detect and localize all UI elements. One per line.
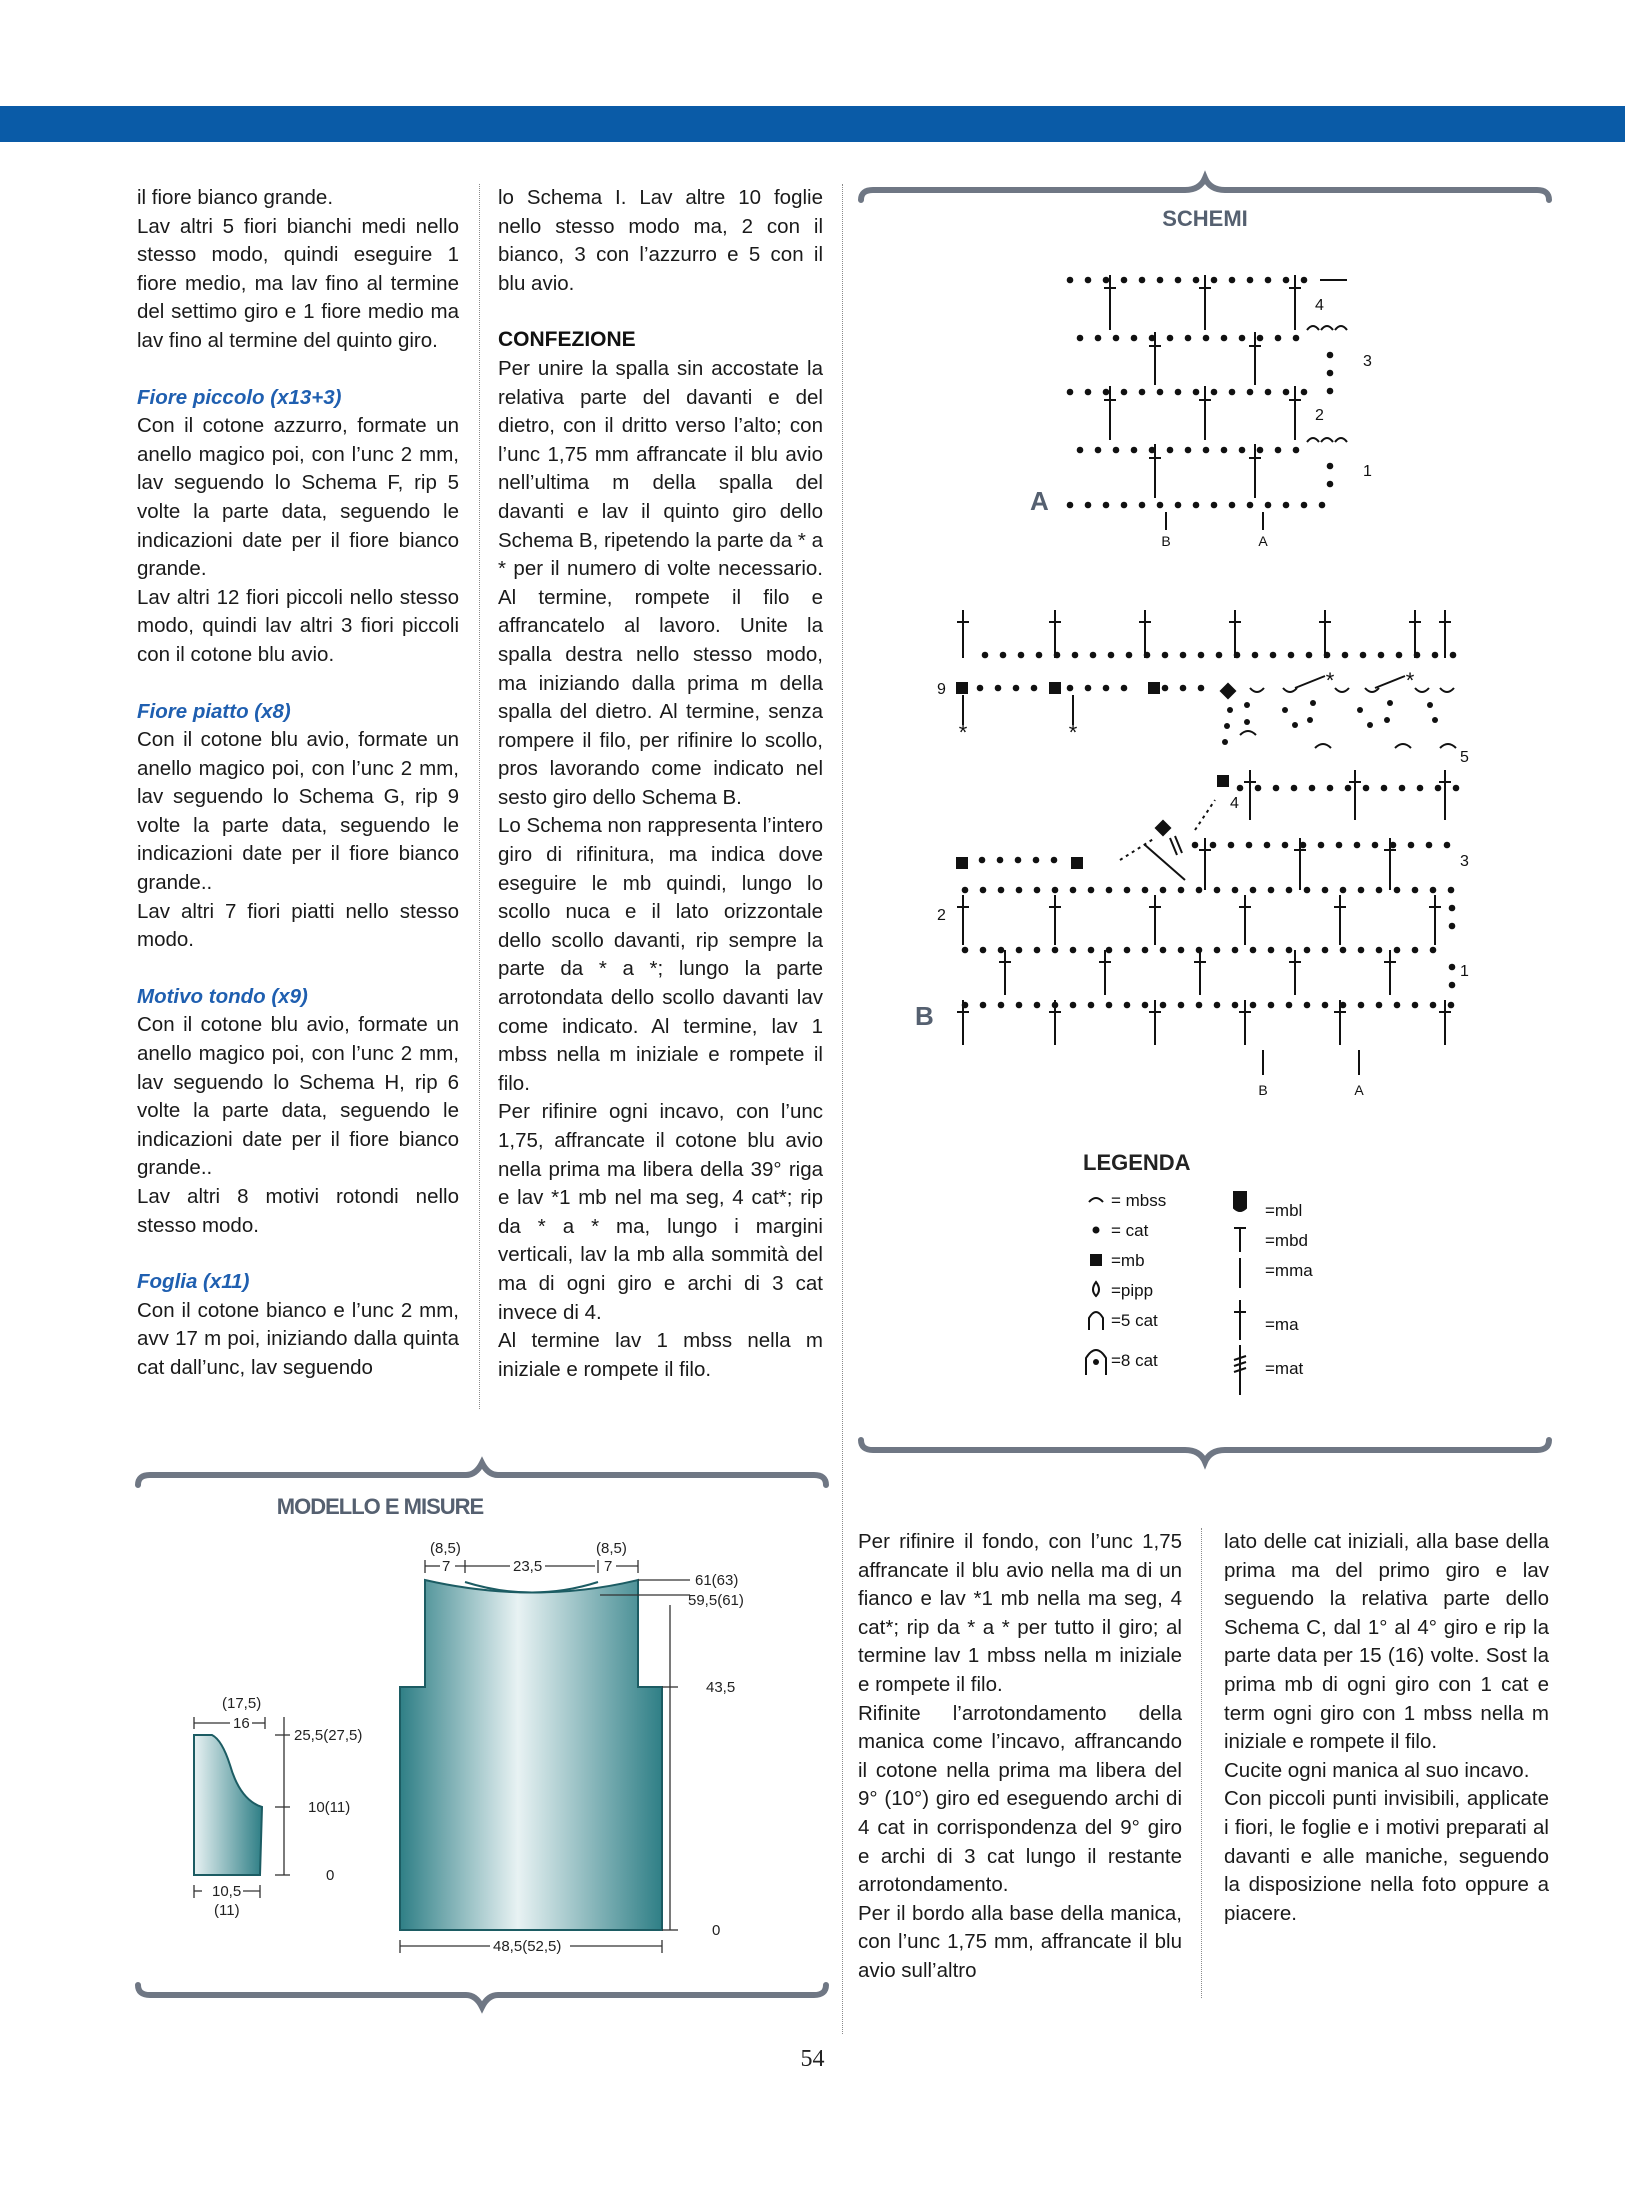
dim-label: 0	[326, 1867, 335, 1884]
diagram-a-letter: A	[1030, 486, 1049, 516]
dim-label: 23,5	[513, 1558, 543, 1575]
diagram-b-letter: B	[915, 1001, 934, 1031]
paragraph: Per rifinire ogni incavo, con l’unc 1,75, affrancate il cotone blu avio nella prima ma libera della 39° riga e lav *1 mb nel ma seg, 4 cat*; rip da * a * ma, lungo i margini verticali, lav la mb alla sommità del ma di ogni giro e archi di 3 cat invece di 4.	[498, 1100, 823, 1324]
legend-title: LEGENDA	[1083, 1150, 1191, 1175]
section-heading-foglia: Foglia (x11)	[137, 1270, 250, 1294]
paragraph: lato delle cat iniziali, alla base della prima ma del primo giro e lav seguendo la relativa parte dello Schema C, dal 1° al 4° giro e rip la parte data per 15 (16) volte. Sost la prima mb di ogni giro con 1 cat e term ogni giro con 1 mbss nella m iniziale e rompete il filo.	[1224, 1530, 1549, 1754]
dim-label: 10,5	[212, 1883, 242, 1900]
row-label: 4	[1230, 795, 1239, 812]
paragraph: Con il cotone blu avio, formate un anello magico poi, con l’unc 2 mm, lav seguendo lo Schema G, rip 9 volte la parte data, seguendo le indicazioni date per il fiore bianco grande..	[137, 728, 459, 895]
row-label: 9	[937, 681, 946, 698]
mark-label: B	[1258, 1082, 1268, 1098]
dim-label: 25,5(27,5)	[294, 1727, 363, 1744]
legend-label: =mb	[1111, 1251, 1145, 1270]
legend-label: =8 cat	[1111, 1351, 1158, 1370]
diagram-b	[915, 610, 1469, 1098]
dim-label: (11)	[214, 1902, 240, 1919]
body-garment	[400, 1580, 662, 1930]
row-label: 1	[1363, 463, 1372, 480]
modello-panel	[130, 1455, 830, 2015]
legend-label: =ma	[1265, 1315, 1299, 1334]
svg-text:*: *	[1325, 668, 1335, 693]
paragraph: Lav altri 12 fiori piccoli nello stesso modo, quindi lav altri 3 fiori piccoli con il cotone blu avio.	[137, 585, 459, 666]
dim-label: (17,5)	[222, 1695, 262, 1712]
paragraph: Lav altri 8 motivi rotondi nello stesso modo.	[137, 1185, 459, 1237]
section-heading-motivo-tondo: Motivo tondo (x9)	[137, 984, 308, 1008]
row-label: 2	[1315, 407, 1324, 424]
text-column-1	[137, 184, 459, 1383]
diagram-a	[1030, 275, 1372, 549]
mark-label: A	[1354, 1082, 1364, 1098]
dim-label: 48,5(52,5)	[493, 1938, 562, 1955]
column-divider	[1201, 1528, 1202, 1998]
legend	[1083, 1150, 1313, 1395]
paragraph: Con il cotone bianco e l’unc 2 mm, avv 17 m poi, iniziando dalla quinta cat dall’unc, lav seguendo	[137, 1298, 459, 1379]
row-label: 1	[1460, 963, 1469, 980]
page-number: 54	[800, 2046, 825, 2072]
modello-title: MODELLO E MISURE	[276, 1494, 484, 1519]
dim-label: 16	[233, 1715, 250, 1732]
row-label: 3	[1363, 353, 1372, 370]
section-heading-fiore-piatto: Fiore piatto (x8)	[137, 699, 291, 723]
paragraph: Con il cotone blu avio, formate un anello magico poi, con l’unc 2 mm, lav seguendo lo Schema H, rip 6 volte la parte data, seguendo le indicazioni date per il fiore bianco grande..	[137, 1013, 459, 1180]
legend-label: = mbss	[1111, 1191, 1167, 1210]
paragraph: il fiore bianco grande.	[137, 186, 334, 209]
dim-label: 7	[604, 1558, 613, 1575]
paragraph: Per rifinire il fondo, con l’unc 1,75 affrancate il blu avio nella ma di un fianco e lav *1 mb nella ma seg, 4 cat*; rip da * a * per tutto il giro; al termine lav 1 mbss nella m iniziale e rompete il filo.	[858, 1530, 1182, 1696]
dim-label: 61(63)	[695, 1572, 739, 1589]
row-label: 5	[1460, 749, 1469, 766]
paragraph: Per il bordo alla base della manica, con l’unc 1,75 mm, affrancate il blu avio sull’altro	[858, 1901, 1182, 1982]
schemi-title: SCHEMI	[1162, 206, 1248, 231]
svg-text:*: *	[1405, 668, 1415, 693]
legend-label: =mbl	[1265, 1201, 1303, 1220]
paragraph: Lav altri 5 fiori bianchi medi nello stesso modo, quindi eseguire 1 fiore medio, ma lav fino al termine del settimo giro e 1 fiore medio ma lav fino al termine del quinto giro.	[137, 214, 459, 352]
column-divider	[842, 184, 843, 2034]
row-label: 3	[1460, 853, 1469, 870]
sleeve-garment	[194, 1735, 262, 1875]
dim-label: (8,5)	[596, 1540, 627, 1557]
mark-label: B	[1161, 533, 1171, 549]
header-band	[0, 106, 1625, 142]
paragraph: Per unire la spalla sin accostate la relativa parte del davanti e del dietro, con il dritto verso l’alto; con l’unc 1,75 mm affrancate il blu avio nell’ultima m della spalla del davanti e lav il quinto giro dello Schema B, ripetendo la parte da * a * per il numero di volte necessario. Al termine, rompete il filo e affrancatelo al lavoro. Unite la spalla destra nello stesso modo, ma iniziando dalla prima m della spalla del dietro. Al termine, senza rompere il filo, per rifinire lo scollo, pros lavorando come indicato nel sesto giro dello Schema B.	[498, 356, 823, 809]
paragraph: Con il cotone azzurro, formate un anello magico poi, con l’unc 2 mm, lav seguendo lo Schema F, rip 5 volte la parte data, seguendo le indicazioni date per il fiore bianco grande.	[137, 414, 459, 581]
row-label: 4	[1315, 297, 1324, 314]
svg-text:*: *	[1068, 720, 1078, 745]
legend-label: =5 cat	[1111, 1311, 1158, 1330]
dim-label: (8,5)	[430, 1540, 461, 1557]
paragraph: Lav altri 7 fiori piatti nello stesso modo.	[137, 899, 459, 952]
text-column-2	[498, 184, 823, 1384]
legend-label: =mma	[1265, 1261, 1313, 1280]
paragraph: lo Schema I. Lav altre 10 foglie nello stesso modo ma, 2 con il bianco, 3 con l’azzurro e 5 con il blu avio.	[498, 186, 823, 295]
row-label: 2	[937, 907, 946, 924]
section-heading-confezione: CONFEZIONE	[498, 328, 636, 352]
schemi-panel	[855, 170, 1555, 1470]
legend-label: = cat	[1111, 1221, 1149, 1240]
paragraph: Cucite ogni manica al suo incavo.	[1224, 1758, 1530, 1782]
text-column-3	[858, 1528, 1182, 1986]
paragraph: Al termine lav 1 mbss nella m iniziale e rompete il filo.	[498, 1329, 823, 1381]
legend-label: =mat	[1265, 1359, 1304, 1378]
dim-label: 59,5(61)	[688, 1592, 744, 1609]
paragraph: Lo Schema non rappresenta l’intero giro di rifinitura, ma indica dove eseguire le mb quindi, lungo lo scollo nuca e il lato orizzontale dello scollo davanti, rip sempre la parte da * a *; lungo la parte arrotondata dello scollo davanti lav come indicato. Al termine, lav 1 mbss nella m iniziale e rompete il filo.	[498, 814, 823, 1095]
legend-label: =mbd	[1265, 1231, 1308, 1250]
text-column-4	[1224, 1528, 1549, 1928]
svg-text:*: *	[958, 720, 968, 745]
legend-label: =pipp	[1111, 1281, 1154, 1300]
dim-label: 7	[442, 1558, 451, 1575]
column-divider	[479, 184, 480, 1409]
paragraph: Rifinite l’arrotondamento della manica come l’incavo, affrancando il cotone nella prima ma libera del 9° (10°) giro ed eseguendo archi di 4 cat in corrispondenza del 9° giro e archi di 3 cat lungo il restante arrotondamento.	[858, 1701, 1182, 1897]
dim-label: 43,5	[706, 1679, 736, 1696]
dim-label: 0	[712, 1922, 721, 1939]
mark-label: A	[1258, 533, 1268, 549]
dim-label: 10(11)	[308, 1799, 351, 1816]
section-heading-fiore-piccolo: Fiore piccolo (x13+3)	[137, 385, 342, 409]
paragraph: Con piccoli punti invisibili, applicate i fiori, le foglie e i motivi preparati al davanti e alle maniche, seguendo la disposizione nella foto oppure a piacere.	[1224, 1787, 1549, 1925]
